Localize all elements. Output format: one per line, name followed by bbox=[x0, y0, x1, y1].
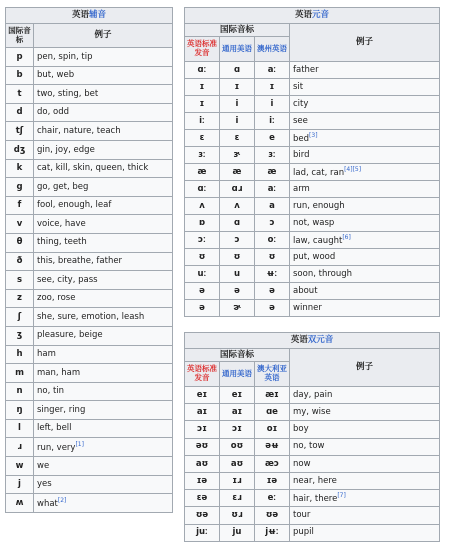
ipa-au-cell: ɔ bbox=[255, 215, 290, 232]
ipa-rp-cell: iː bbox=[185, 113, 220, 130]
example-text: ham bbox=[37, 349, 56, 360]
example-cell bbox=[34, 419, 173, 438]
example-text: cat, kill, skin, queen, thick bbox=[37, 163, 149, 174]
ipa-rp-cell: ɔɪ bbox=[185, 421, 220, 438]
ipa-au-cell: ɪə bbox=[255, 472, 290, 489]
example-cell bbox=[34, 140, 173, 159]
ipa-au-cell: oɪ bbox=[255, 421, 290, 438]
ipa-symbol: p bbox=[6, 48, 34, 67]
ipa-au-cell: iː bbox=[255, 113, 290, 130]
example-cell bbox=[290, 524, 440, 541]
table-row bbox=[185, 181, 440, 198]
ipa-symbol: ɹ bbox=[6, 438, 34, 457]
ipa-symbol: ð bbox=[6, 252, 34, 271]
example-cell bbox=[34, 48, 173, 67]
ipa-ga-cell: ɛ bbox=[220, 130, 255, 147]
example-text: do, odd bbox=[37, 107, 69, 118]
example-cell bbox=[34, 159, 173, 178]
example-cell bbox=[290, 490, 440, 507]
example-cell bbox=[290, 181, 440, 198]
example-cell bbox=[34, 345, 173, 364]
table-row bbox=[185, 524, 440, 541]
example-cell bbox=[290, 130, 440, 147]
example-cell bbox=[290, 249, 440, 266]
example-cell bbox=[34, 85, 173, 104]
table-row bbox=[6, 159, 173, 178]
vowels-title: 英语元音 bbox=[185, 8, 440, 24]
example-cell bbox=[34, 382, 173, 401]
example-cell bbox=[290, 96, 440, 113]
table-row bbox=[6, 271, 173, 290]
example-cell bbox=[34, 364, 173, 383]
ipa-rp-cell: ɔː bbox=[185, 232, 220, 249]
table-row bbox=[185, 164, 440, 181]
ipa-ga-cell: ɔ bbox=[220, 232, 255, 249]
ipa-ga-cell: ʊ bbox=[220, 249, 255, 266]
example-text: sit bbox=[293, 81, 304, 92]
table-row bbox=[185, 130, 440, 147]
example-text: my, wise bbox=[293, 407, 331, 418]
example-cell bbox=[34, 66, 173, 85]
ipa-ga-cell: aɪ bbox=[220, 404, 255, 421]
example-cell bbox=[290, 62, 440, 79]
example-text: run, enough bbox=[293, 200, 345, 211]
ipa-ga-cell: u bbox=[220, 266, 255, 283]
table-row bbox=[185, 215, 440, 232]
example-cell bbox=[34, 178, 173, 197]
example-text: law, caught bbox=[293, 235, 343, 246]
example-text: yes bbox=[37, 479, 52, 490]
example-cell bbox=[34, 252, 173, 271]
table-row bbox=[185, 507, 440, 524]
table-row bbox=[6, 326, 173, 345]
table-row bbox=[6, 308, 173, 327]
ipa-ga-cell: ɔɪ bbox=[220, 421, 255, 438]
ipa-symbol: dʒ bbox=[6, 140, 34, 159]
example-cell bbox=[290, 198, 440, 215]
example-text: two, sting, bet bbox=[37, 88, 99, 99]
table-row bbox=[6, 103, 173, 122]
table-row bbox=[6, 215, 173, 234]
example-text: run, very bbox=[37, 442, 76, 453]
example-cell bbox=[290, 387, 440, 404]
table-row bbox=[6, 289, 173, 308]
example-text: arm bbox=[293, 183, 310, 194]
table-row bbox=[185, 147, 440, 164]
footnote-link[interactable]: [1] bbox=[75, 441, 84, 449]
diphthongs-link[interactable]: 双元音 bbox=[307, 335, 334, 346]
table-row bbox=[185, 438, 440, 455]
example-cell bbox=[34, 233, 173, 252]
ipa-ga-cell: ɪ bbox=[220, 79, 255, 96]
table-row bbox=[6, 178, 173, 197]
ipa-symbol: b bbox=[6, 66, 34, 85]
example-cell bbox=[290, 147, 440, 164]
example-text: about bbox=[293, 285, 318, 296]
example-cell bbox=[34, 196, 173, 215]
table-row bbox=[185, 387, 440, 404]
example-cell bbox=[290, 215, 440, 232]
ipa-ga-cell: ʊɹ bbox=[220, 507, 255, 524]
ipa-rp-cell: ɪ bbox=[185, 79, 220, 96]
table-row bbox=[185, 232, 440, 249]
table-row bbox=[185, 249, 440, 266]
example-text: city bbox=[293, 98, 309, 109]
ipa-rp-cell: ə bbox=[185, 283, 220, 300]
example-text: man, ham bbox=[37, 367, 81, 378]
table-row bbox=[185, 404, 440, 421]
example-text: this, breathe, father bbox=[37, 256, 123, 267]
ipa-rp-cell: juː bbox=[185, 524, 220, 541]
table-row bbox=[6, 457, 173, 476]
ipa-ga-cell: ə bbox=[220, 283, 255, 300]
ipa-au-cell: æɪ bbox=[255, 387, 290, 404]
vowels-table bbox=[184, 7, 440, 317]
example-text: thing, teeth bbox=[37, 237, 87, 248]
example-text: day, pain bbox=[293, 389, 333, 400]
table-row bbox=[6, 196, 173, 215]
table-row bbox=[185, 283, 440, 300]
ipa-au-cell: ʊ bbox=[255, 249, 290, 266]
example-text: singer, ring bbox=[37, 404, 86, 415]
ipa-au-cell: oː bbox=[255, 232, 290, 249]
example-text: tour bbox=[293, 510, 311, 521]
ipa-rp-cell: ɒ bbox=[185, 215, 220, 232]
ipa-au-cell: ɪ bbox=[255, 79, 290, 96]
ipa-au-cell: a bbox=[255, 198, 290, 215]
example-text: lad, cat, ran bbox=[293, 167, 345, 178]
ipa-rp-cell: ʊ bbox=[185, 249, 220, 266]
ipa-ga-cell: ɑɹ bbox=[220, 181, 255, 198]
ipa-symbol: h bbox=[6, 345, 34, 364]
example-cell bbox=[290, 472, 440, 489]
ipa-symbol: v bbox=[6, 215, 34, 234]
table-row bbox=[6, 382, 173, 401]
example-cell bbox=[290, 404, 440, 421]
table-row bbox=[185, 472, 440, 489]
example-text: zoo, rose bbox=[37, 293, 76, 304]
example-cell bbox=[290, 113, 440, 130]
example-cell bbox=[34, 215, 173, 234]
ipa-rp-cell: æ bbox=[185, 164, 220, 181]
ipa-ga-cell: ɚ bbox=[220, 300, 255, 317]
ipa-rp-cell: ɛ bbox=[185, 130, 220, 147]
diphthongs-example-header: 例子 bbox=[290, 349, 440, 387]
example-text: now bbox=[293, 458, 311, 469]
example-text: see bbox=[293, 115, 308, 126]
ipa-rp-cell: ɜː bbox=[185, 147, 220, 164]
ipa-ga-cell: ɑ bbox=[220, 62, 255, 79]
diphthongs-au-header[interactable]: 澳大利亚英语 bbox=[255, 362, 290, 387]
ipa-au-cell: ʊə bbox=[255, 507, 290, 524]
table-row bbox=[185, 266, 440, 283]
table-row bbox=[185, 455, 440, 472]
footnote-link[interactable]: [7] bbox=[337, 492, 346, 500]
ipa-symbol: s bbox=[6, 271, 34, 290]
footnote-link[interactable]: [3] bbox=[309, 131, 318, 139]
ipa-ga-cell: aʊ bbox=[220, 455, 255, 472]
table-row bbox=[6, 364, 173, 383]
example-text: father bbox=[293, 64, 319, 75]
example-text: no, tow bbox=[293, 441, 325, 452]
ipa-rp-cell: ʊə bbox=[185, 507, 220, 524]
table-row bbox=[185, 79, 440, 96]
ipa-au-cell: ə bbox=[255, 283, 290, 300]
example-cell bbox=[290, 232, 440, 249]
ipa-rp-cell: ə bbox=[185, 300, 220, 317]
example-text: not, wasp bbox=[293, 217, 335, 228]
table-row bbox=[6, 345, 173, 364]
ipa-au-cell: jʉː bbox=[255, 524, 290, 541]
ipa-au-cell: ɜː bbox=[255, 147, 290, 164]
ipa-rp-cell: uː bbox=[185, 266, 220, 283]
ipa-au-cell: ɑe bbox=[255, 404, 290, 421]
ipa-symbol: w bbox=[6, 457, 34, 476]
example-text: bird bbox=[293, 149, 310, 160]
ipa-ga-cell: ɑ bbox=[220, 215, 255, 232]
example-cell bbox=[290, 455, 440, 472]
table-row bbox=[6, 438, 173, 457]
example-text: chair, nature, teach bbox=[37, 125, 121, 136]
table-row bbox=[185, 421, 440, 438]
example-cell bbox=[290, 421, 440, 438]
ipa-au-cell: əʉ bbox=[255, 438, 290, 455]
table-row bbox=[185, 300, 440, 317]
example-cell bbox=[34, 401, 173, 420]
vowels-ipa-header: 国际音标 bbox=[185, 24, 290, 37]
diphthongs-table bbox=[184, 332, 440, 542]
example-text: near, here bbox=[293, 475, 337, 486]
ipa-rp-cell: ɑː bbox=[185, 62, 220, 79]
example-cell bbox=[34, 475, 173, 494]
ipa-rp-cell: aɪ bbox=[185, 404, 220, 421]
ipa-rp-cell: ɛə bbox=[185, 490, 220, 507]
ipa-au-cell: i bbox=[255, 96, 290, 113]
table-row bbox=[185, 62, 440, 79]
ipa-symbol: z bbox=[6, 289, 34, 308]
ipa-au-cell: æ bbox=[255, 164, 290, 181]
table-row bbox=[6, 401, 173, 420]
ipa-symbol: n bbox=[6, 382, 34, 401]
ipa-symbol: m bbox=[6, 364, 34, 383]
ipa-rp-cell: ɑː bbox=[185, 181, 220, 198]
ipa-rp-cell: ɪ bbox=[185, 96, 220, 113]
ipa-ga-cell: ɪɹ bbox=[220, 472, 255, 489]
example-text: what bbox=[37, 498, 58, 509]
example-cell bbox=[290, 79, 440, 96]
example-cell bbox=[34, 308, 173, 327]
consonants-example-header: 例子 bbox=[34, 24, 173, 48]
ipa-ga-cell: oʊ bbox=[220, 438, 255, 455]
example-text: go, get, beg bbox=[37, 181, 89, 192]
example-text: boy bbox=[293, 424, 309, 435]
table-row bbox=[6, 122, 173, 141]
ipa-symbol: ʍ bbox=[6, 494, 34, 513]
vowels-rp-header[interactable]: 英语标准发音 bbox=[185, 37, 220, 62]
ipa-au-cell: æɔ bbox=[255, 455, 290, 472]
table-row bbox=[6, 48, 173, 67]
example-cell bbox=[34, 438, 173, 457]
ipa-symbol: ʒ bbox=[6, 326, 34, 345]
ipa-rp-cell: aʊ bbox=[185, 455, 220, 472]
consonants-table bbox=[5, 7, 173, 513]
example-cell bbox=[290, 164, 440, 181]
ipa-ga-cell: ʌ bbox=[220, 198, 255, 215]
ipa-ga-cell: ju bbox=[220, 524, 255, 541]
example-cell bbox=[290, 300, 440, 317]
table-row bbox=[6, 475, 173, 494]
table-row bbox=[6, 66, 173, 85]
ipa-au-cell: eː bbox=[255, 490, 290, 507]
example-text: no, tin bbox=[37, 386, 65, 397]
example-text: gin, joy, edge bbox=[37, 144, 95, 155]
table-row bbox=[185, 113, 440, 130]
diphthongs-title: 英语双元音 bbox=[185, 333, 440, 349]
example-cell bbox=[290, 266, 440, 283]
table-row bbox=[185, 198, 440, 215]
ipa-au-cell: e bbox=[255, 130, 290, 147]
example-cell bbox=[290, 283, 440, 300]
ipa-au-cell: ʉː bbox=[255, 266, 290, 283]
consonants-title: 英语辅音 bbox=[6, 8, 173, 24]
example-text: pen, spin, tip bbox=[37, 51, 93, 62]
ipa-symbol: k bbox=[6, 159, 34, 178]
ipa-symbol: f bbox=[6, 196, 34, 215]
example-cell bbox=[34, 457, 173, 476]
example-text: left, bell bbox=[37, 423, 72, 434]
ipa-ga-cell: i bbox=[220, 113, 255, 130]
vowels-example-header: 例子 bbox=[290, 24, 440, 62]
example-cell bbox=[34, 289, 173, 308]
ipa-symbol: j bbox=[6, 475, 34, 494]
footnote-link[interactable]: [2] bbox=[57, 496, 67, 504]
example-text: hair, there bbox=[293, 493, 338, 504]
ipa-symbol: tʃ bbox=[6, 122, 34, 141]
example-cell bbox=[34, 494, 173, 513]
example-text: fool, enough, leaf bbox=[37, 200, 112, 211]
example-cell bbox=[290, 438, 440, 455]
ipa-rp-cell: ɪə bbox=[185, 472, 220, 489]
table-row bbox=[6, 140, 173, 159]
example-cell bbox=[34, 326, 173, 345]
example-cell bbox=[290, 507, 440, 524]
ipa-ga-cell: ɛɹ bbox=[220, 490, 255, 507]
ipa-symbol: g bbox=[6, 178, 34, 197]
consonants-ipa-header: 国际音标 bbox=[6, 24, 34, 48]
diphthongs-ipa-header: 国际音标 bbox=[185, 349, 290, 362]
table-row bbox=[6, 85, 173, 104]
footnote-link[interactable]: [4][5] bbox=[344, 165, 362, 173]
ipa-symbol: ŋ bbox=[6, 401, 34, 420]
example-cell bbox=[34, 271, 173, 290]
ipa-rp-cell: eɪ bbox=[185, 387, 220, 404]
example-text: we bbox=[37, 460, 50, 471]
example-text: see, city, pass bbox=[37, 274, 98, 285]
table-row bbox=[6, 233, 173, 252]
ipa-rp-cell: əʊ bbox=[185, 438, 220, 455]
example-text: she, sure, emotion, leash bbox=[37, 311, 145, 322]
consonants-link[interactable]: 辅音 bbox=[89, 10, 107, 21]
table-row bbox=[185, 490, 440, 507]
ipa-ga-cell: eɪ bbox=[220, 387, 255, 404]
table-row bbox=[6, 419, 173, 438]
ipa-symbol: t bbox=[6, 85, 34, 104]
example-text: put, wood bbox=[293, 251, 336, 262]
ipa-ga-cell: æ bbox=[220, 164, 255, 181]
ipa-symbol: d bbox=[6, 103, 34, 122]
example-text: but, web bbox=[37, 70, 75, 81]
ipa-symbol: l bbox=[6, 419, 34, 438]
vowels-au-header[interactable]: 澳州英语 bbox=[255, 37, 290, 62]
ipa-symbol: ʃ bbox=[6, 308, 34, 327]
example-cell bbox=[34, 122, 173, 141]
example-cell bbox=[34, 103, 173, 122]
vowels-ga-header[interactable]: 通用美语 bbox=[220, 37, 255, 62]
example-text: bed bbox=[293, 133, 310, 144]
table-row bbox=[6, 252, 173, 271]
table-row bbox=[6, 494, 173, 513]
ipa-symbol: θ bbox=[6, 233, 34, 252]
ipa-ga-cell: i bbox=[220, 96, 255, 113]
example-text: pupil bbox=[293, 527, 314, 538]
footnote-link[interactable]: [6] bbox=[342, 233, 351, 241]
diphthongs-rp-header[interactable]: 英语标准发音 bbox=[185, 362, 220, 387]
ipa-ga-cell: ɝ bbox=[220, 147, 255, 164]
example-text: winner bbox=[293, 302, 322, 313]
example-text: voice, have bbox=[37, 218, 86, 229]
table-row bbox=[185, 96, 440, 113]
example-text: soon, through bbox=[293, 268, 353, 279]
ipa-au-cell: aː bbox=[255, 181, 290, 198]
ipa-au-cell: aː bbox=[255, 62, 290, 79]
ipa-au-cell: ə bbox=[255, 300, 290, 317]
diphthongs-ga-header[interactable]: 通用美语 bbox=[220, 362, 255, 387]
ipa-rp-cell: ʌ bbox=[185, 198, 220, 215]
example-text: pleasure, beige bbox=[37, 330, 103, 341]
vowels-link[interactable]: 元音 bbox=[312, 10, 330, 21]
